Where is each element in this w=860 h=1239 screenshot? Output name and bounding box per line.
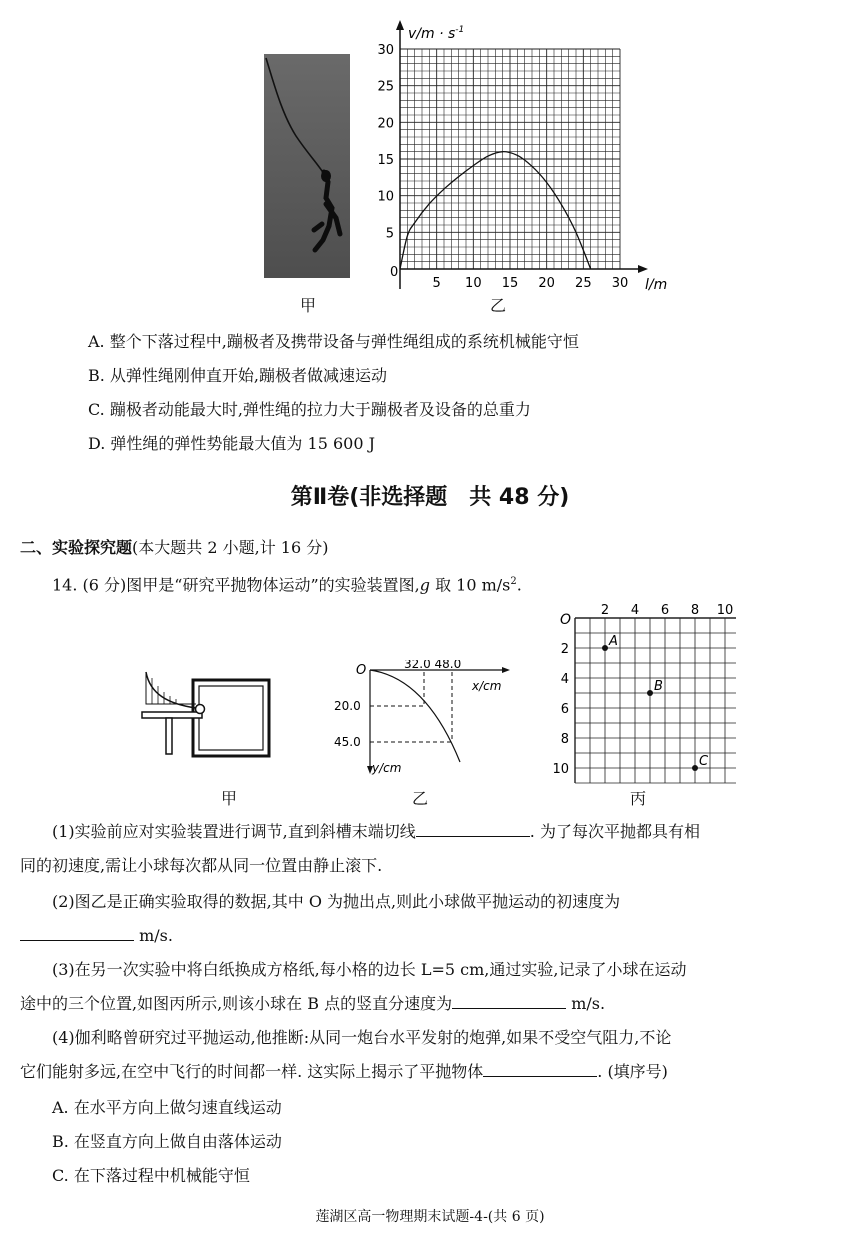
q14-p1-text: (1)实验前应对实验装置进行调节,直到斜槽末端切线 (52, 822, 416, 841)
bungee-photo (264, 54, 350, 278)
q14-part2-line1: (2)图乙是正确实验取得的数据,其中 O 为抛出点,则此小球做平抛运动的初速度为 (52, 892, 621, 911)
fig-jia-caption: 甲 (221, 789, 238, 808)
q14-p3-text: 途中的三个位置,如图丙所示,则该小球在 B 点的竖直分速度为 (20, 994, 453, 1013)
bing-top-tick: 8 (690, 603, 700, 618)
section2-title: 二、实验探究题 (20, 538, 133, 557)
answer-blank-2[interactable] (20, 926, 134, 941)
x-tick-label: 20 (538, 276, 555, 291)
x-arrow-icon (638, 265, 648, 273)
trajectory-curve (370, 670, 460, 762)
q14-option-c: C. 在下落过程中机械能守恒 (52, 1166, 250, 1185)
q14-part3-line1: (3)在另一次实验中将白纸换成方格纸,每小格的边长 L=5 cm,通过实验,记录了小球在运动 (52, 960, 687, 979)
q14-exp: 2 (510, 576, 517, 587)
bing-top-tick: 10 (716, 603, 734, 618)
trajectory-figure (326, 660, 526, 780)
q14-part4-line2 (20, 1062, 668, 1082)
answer-blank-1[interactable] (416, 822, 530, 837)
bing-origin: O (560, 612, 572, 628)
x-axis-label: l/m (645, 277, 668, 293)
bing-point-label: A (609, 634, 618, 649)
q14-g-symbol: g (419, 575, 430, 595)
q14-p3-unit: m/s. (571, 994, 606, 1013)
q14-part1-line2: 同的初速度,需让小球每次都从同一位置由静止滚下. (20, 856, 383, 875)
y-axis-label: $v/m \cdot s^{-1}$ (408, 25, 465, 42)
q14-g-value: 取 10 m/s (429, 575, 511, 595)
bing-point-a (602, 645, 608, 651)
page-footer: 莲湖区高一物理期末试题-4-(共 6 页) (315, 1209, 545, 1225)
apparatus-figure (138, 664, 300, 770)
graph-axes (396, 20, 648, 289)
y-tick-label: 10 (377, 189, 394, 205)
x-tick-label: 10 (465, 276, 482, 291)
fig-yi-caption: 乙 (412, 789, 429, 808)
bing-top-tick: 6 (660, 603, 670, 618)
grid-points-figure (546, 598, 736, 788)
option-d: D. 弹性绳的弹性势能最大值为 15 600 J (88, 434, 376, 453)
y-arrow-icon (396, 20, 404, 30)
bing-left-tick: 6 (560, 702, 569, 717)
ball-icon (196, 705, 205, 714)
y-tick-label: 5 (385, 226, 394, 242)
part2-title: 第Ⅱ卷(非选择题 共 48 分) (290, 485, 570, 510)
q14-p2-unit: m/s. (139, 926, 173, 945)
option-c: C. 蹦极者动能最大时,弹性绳的拉力大于蹦极者及设备的总重力 (88, 400, 531, 419)
bing-point-label: C (699, 754, 709, 769)
yi-y-value-2: 45.0 (334, 735, 361, 749)
x-tick-label: 15 (501, 276, 519, 291)
answer-blank-4[interactable] (483, 1062, 597, 1077)
x-tick-label: 25 (575, 276, 592, 291)
answer-blank-3[interactable] (452, 994, 566, 1009)
velocity-length-graph (360, 14, 680, 304)
q14-stem-text: 14. (6 分)图甲是“研究平抛物体运动”的实验装置图, (52, 575, 420, 595)
yi-y-value-1: 20.0 (334, 699, 361, 713)
yi-origin: O (356, 663, 367, 678)
q14-part4-line1: (4)伽利略曾研究过平抛运动,他推断:从同一炮台水平发射的炮弹,如果不受空气阻力,不论 (52, 1028, 672, 1047)
y-tick-label: 20 (377, 116, 394, 132)
bing-point-b (647, 690, 653, 696)
q14-p1-text-b: . 为了每次平抛都具有相 (529, 822, 700, 841)
q14-p4-text: 它们能射多远,在空中飞行的时间都一样. 这实际上揭示了平抛物体 (20, 1062, 484, 1081)
origin-label: 0 (390, 265, 399, 280)
q14-part1-line1 (52, 822, 700, 842)
section2-heading (20, 538, 328, 558)
x-tick-label: 30 (611, 276, 629, 291)
bing-left-tick: 10 (552, 762, 569, 777)
q14-stem (52, 572, 522, 595)
option-b: B. 从弹性绳刚伸直开始,蹦极者做减速运动 (88, 366, 388, 385)
q14-part3-line2 (20, 994, 605, 1014)
x-tick-label: 5 (432, 276, 441, 291)
y-tick-label: 25 (377, 79, 394, 95)
bing-top-tick: 2 (600, 603, 610, 618)
q14-option-b: B. 在竖直方向上做自由落体运动 (52, 1132, 282, 1151)
yi-x-axis-label: x/cm (472, 679, 502, 693)
bing-left-tick: 4 (560, 672, 569, 687)
y-tick-label: 30 (377, 43, 394, 58)
graph-grid (400, 49, 620, 269)
graph-caption: 乙 (490, 296, 507, 315)
q14-part2-line2 (20, 926, 173, 946)
bing-point-label: B (654, 679, 663, 694)
bing-top-tick: 4 (630, 603, 640, 618)
photo-caption: 甲 (300, 296, 317, 315)
yi-x-values: 32.0 48.0 (404, 660, 462, 671)
q14-p4-note: . (填序号) (597, 1062, 668, 1081)
bing-left-tick: 8 (560, 732, 569, 747)
section2-note: (本大题共 2 小题,计 16 分) (132, 538, 329, 557)
q14-stem-end: . (516, 575, 522, 595)
option-a: A. 整个下落过程中,蹦极者及携带设备与弹性绳组成的系统机械能守恒 (88, 332, 579, 351)
bing-left-tick: 2 (560, 642, 569, 657)
q14-option-a: A. 在水平方向上做匀速直线运动 (52, 1098, 282, 1117)
bing-point-c (692, 765, 698, 771)
bungee-jumper-image (264, 54, 350, 278)
fig-bing-caption: 丙 (630, 789, 647, 808)
yi-y-axis-label: y/cm (372, 761, 402, 775)
y-tick-label: 15 (377, 153, 394, 168)
